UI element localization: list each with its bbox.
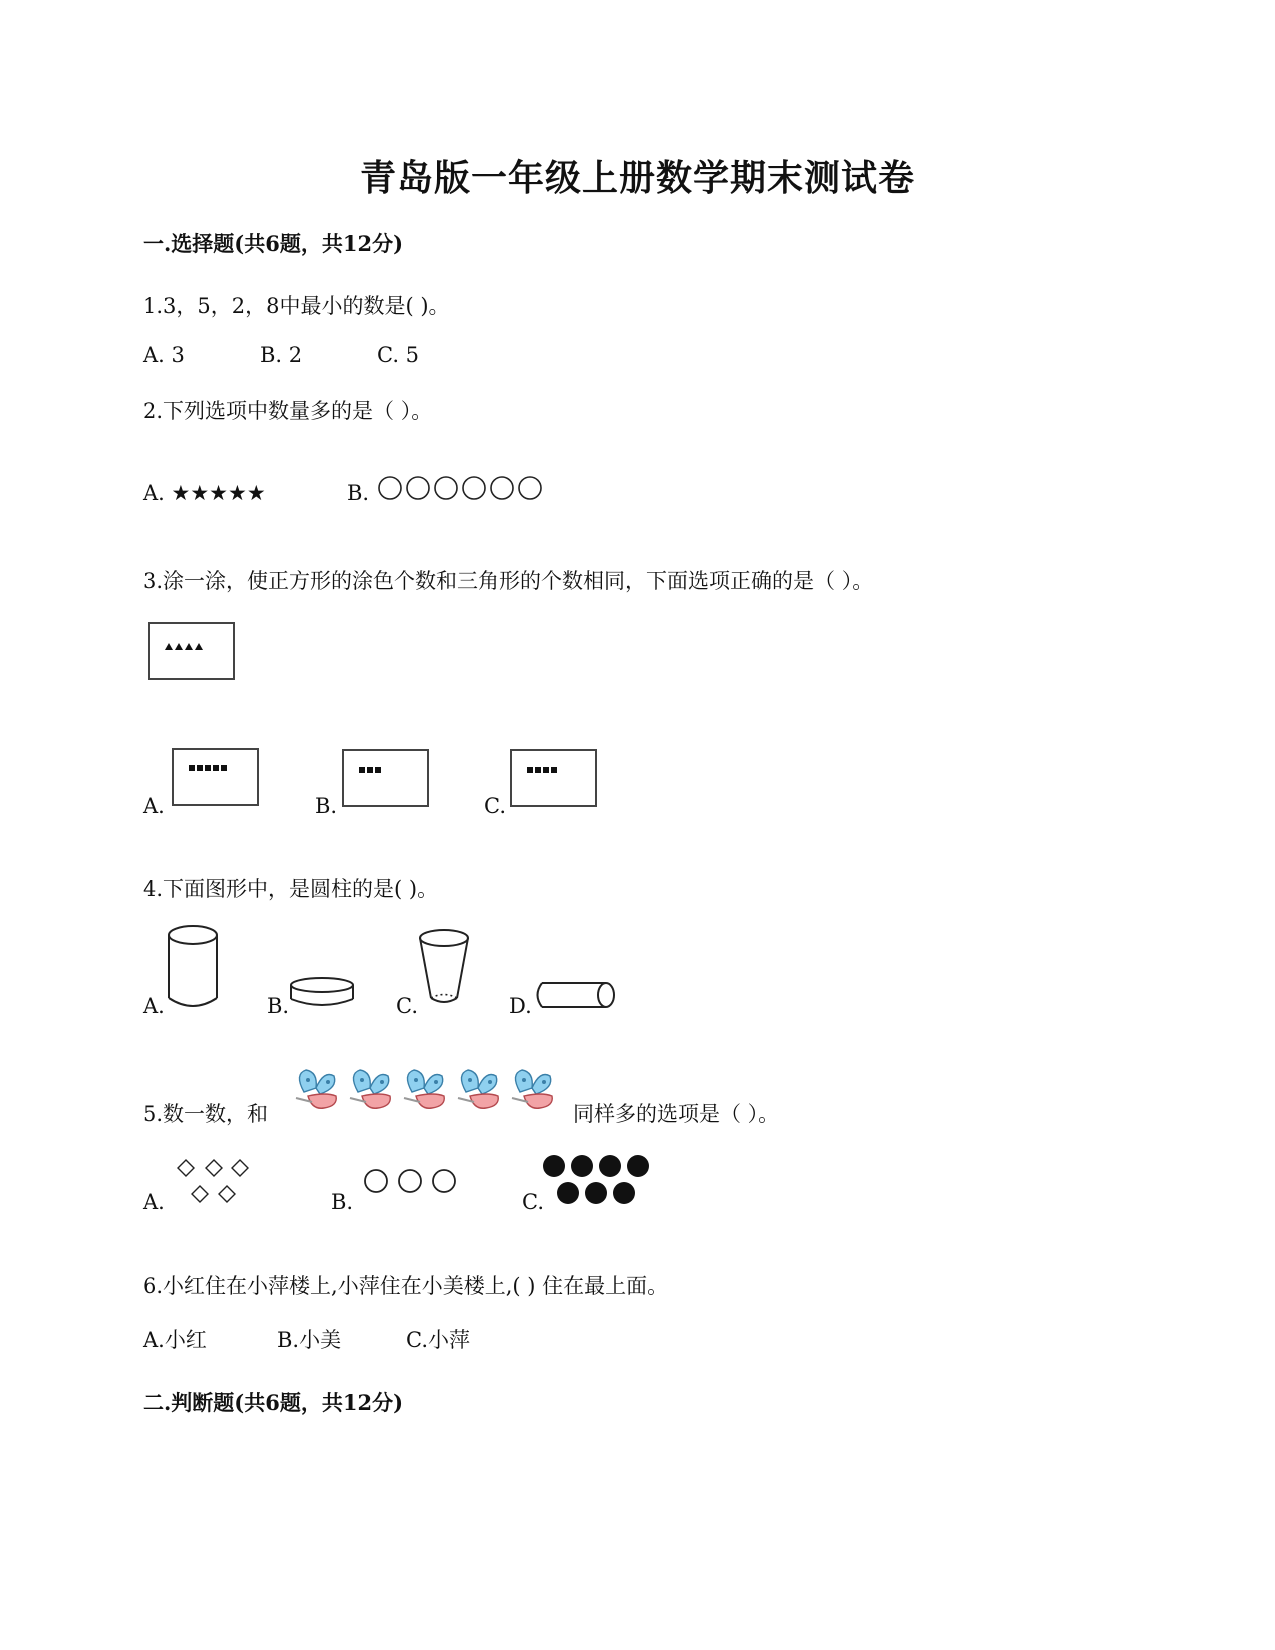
question-6-option-a[interactable]: A.小红 xyxy=(143,1328,207,1352)
question-1-option-c[interactable]: C. 5 xyxy=(377,343,420,367)
question-5-option-b[interactable]: B. xyxy=(331,1190,354,1214)
squares-box-b xyxy=(342,749,430,807)
section-heading-judgment: 二.判断题(共6题，共12分) xyxy=(143,1390,404,1415)
squares-box-c xyxy=(510,749,598,807)
question-4-text: 4.下面图形中，是圆柱的是( )。 xyxy=(143,877,439,901)
diamonds-figure xyxy=(176,1158,256,1206)
question-1-option-a[interactable]: A. 3 xyxy=(143,343,185,367)
squares-box-a xyxy=(172,748,260,806)
upright-cylinder-figure xyxy=(166,924,222,1010)
question-1-text: 1.3，5，2，8中最小的数是( )。 xyxy=(143,294,450,318)
question-5-option-a[interactable]: A. xyxy=(143,1190,165,1214)
question-6-option-c[interactable]: C.小萍 xyxy=(406,1328,470,1352)
question-6-text: 6.小红住在小萍楼上,小萍住在小美楼上,( ) 住在最上面。 xyxy=(143,1274,669,1298)
flat-disk-figure xyxy=(289,975,357,1011)
question-5-option-c[interactable]: C. xyxy=(522,1190,544,1214)
question-3-option-b[interactable]: B. xyxy=(315,794,338,818)
cup-figure xyxy=(418,928,474,1008)
question-3-option-a[interactable]: A. xyxy=(143,794,165,818)
question-4-option-b[interactable]: B. xyxy=(267,994,290,1018)
question-5-text-before: 5.数一数，和 xyxy=(143,1102,269,1126)
question-3-text: 3.涂一涂，使正方形的涂色个数和三角形的个数相同，下面选项正确的是（ ）。 xyxy=(143,569,874,593)
question-6-option-b[interactable]: B.小美 xyxy=(277,1328,342,1352)
question-4-option-a[interactable]: A. xyxy=(143,994,165,1018)
question-2-text: 2.下列选项中数量多的是（ ）。 xyxy=(143,399,433,423)
question-1-option-b[interactable]: B. 2 xyxy=(260,343,303,367)
butterflies-figure xyxy=(290,1066,560,1118)
six-circles-figure xyxy=(377,475,547,503)
question-3-option-c[interactable]: C. xyxy=(484,794,506,818)
section-heading-choice: 一.选择题(共6题，共12分) xyxy=(143,231,404,256)
question-4-option-d[interactable]: D. xyxy=(509,994,532,1018)
triangles-box-figure xyxy=(148,622,236,680)
question-4-option-c[interactable]: C. xyxy=(396,994,418,1018)
filled-circles-figure xyxy=(542,1153,652,1209)
question-5-text-after: 同样多的选项是（ ）。 xyxy=(573,1102,780,1126)
page-title: 青岛版一年级上册数学期末测试卷 xyxy=(359,157,915,199)
lying-cylinder-figure xyxy=(532,980,618,1012)
question-2-option-a[interactable]: A. ★★★★★ xyxy=(143,481,266,505)
question-2-option-b[interactable]: B. xyxy=(347,481,370,505)
three-circles-figure xyxy=(363,1167,459,1197)
